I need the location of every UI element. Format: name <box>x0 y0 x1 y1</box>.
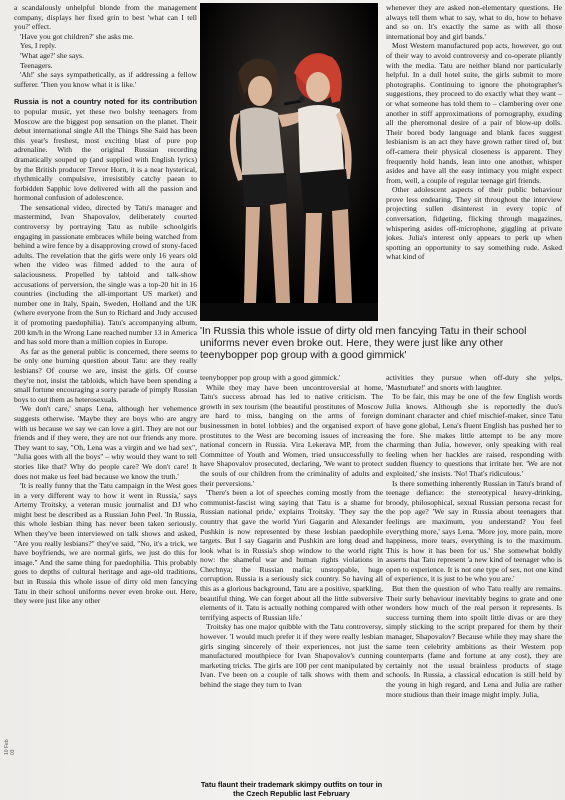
paragraph: But then the question of who Tatu really are remains. Their surly behaviour inevitably begins to grate and one wonders how much of the real person it represents. Is success turning them into spoilt little divas or are they simply sticking to the script prepared for them by their manager, Shapovalov? Because while they may share the same teen celebrity ambitions as their Western pop counterparts (fame and fortune at any cost), they are certainly not the usual brainless products of stage schools. In Russia, a classical education is still held by the young in high regard, and Lena and Julia are rather more studious than their image might imply. Julia, <box>386 584 562 699</box>
article-column-1 <box>14 3 197 793</box>
paragraph: 'What age?' she says. <box>20 50 84 60</box>
paragraph: 'We don't care,' snaps Lena, although her vehemence suggests otherwise. 'Maybe they are boys who are angry with us because we say we can love a girl. They are not our friends and if they were, they are not our friends any more. They want to say, "Oh, Lena was a virgin and we had sex", "Julia goes with all the boys" – why would they want to tell stories like that? Why do people care? We don't care! It does not make us feel bad because we know the truth.' <box>14 404 197 481</box>
pull-quote: 'In Russia this whole issue of dirty old men fancying Tatu in their school uniforms never even broke out. Here, they were just like any other teenybopper pop group with a good gimmick' <box>200 326 527 361</box>
paragraph: Is there something inherently Russian in Tatu's brand of teenage defiance: the stereotypical heavy-drinking, broody, philosophical, sexual Russian persona recast for the pop age? 'We say in Russia about teenagers that feelings are maximum, you understand? You feel everything more,' says Lena. 'More joy, more pain, more happiness, more tears, everything is to the maximum. This is how it has been for us.' She somewhat boldly asserts that Tatu represent 'a new kind of teenager who is open to experience. It is not one type of sex, not one kind of experience, it is just to be who you are.' <box>386 478 562 584</box>
article-column-3-top <box>386 3 562 323</box>
paragraph: Yes, I reply. <box>20 41 57 51</box>
paragraph: 'Ah!' she says sympathetically, as if addressing a fellow sufferer. 'Then you know what it is like.' <box>14 70 197 89</box>
concert-photo-illustration <box>200 3 378 321</box>
paragraph: As far as the general public is concerned, there seems to be only one burning question about Tatu: are they really lesbians? Of course we are, insist the girls. Of course they're not, insist the tabloids, which have been spending a small fortune encouraging a sorry parade of pimply Russian boys to out them as heterosexuals. <box>14 346 197 404</box>
paragraph: Most Western manufactured pop acts, however, go out of their way to avoid controversy and co-operate pliantly with the media. Tatu are neither bland nor particularly helpful. In a dull hotel suite, the girls submit to more photographs. Continuing to ignore the photographer's suggestions, they proceed to do exactly what they want – or what someone has told them to – clambering over one another in stiff approximations of pornography, exuding all the pheromonal desire of a pair of blow-up dolls. Their bored body language and blank faces suggest lesbianism is an act they have grown rather tired of, but off-camera their physical closeness is apparent. They frequently hold hands, lean into one another, whisper asides and have all the easy intimacy you might expect from, well, a couple of regular teenage girl friends. <box>386 41 562 185</box>
article-column-2 <box>200 373 383 778</box>
concert-photo <box>200 3 378 321</box>
paragraph: Other adolescent aspects of their public behaviour prove less endearing. They sit throughout the interview projecting sullen disinterest in every topic of conversation, fidgeting, flicking through magazines, whispering asides off-microphone, giggling at private jokes. Julia's interest only appears to perk up when spotting an opportunity to say something rude. Asked what kind of <box>386 185 562 262</box>
section-lead-in: Russia is not a country noted for its contribution <box>14 97 197 107</box>
paragraph: whenever they are asked non-elementary questions. He always tell them what to say, what to do, how to behave and so on. It's exactly the same as with all those international boy and girl bands.' <box>386 3 562 41</box>
article-column-3-bottom <box>386 373 562 793</box>
paragraph: Teenagers. <box>20 60 53 70</box>
paragraph: 'Have you got children?' she asks me. <box>20 31 134 41</box>
page-folio: 10 Feb 03 <box>4 739 16 755</box>
paragraph: The sensational video, directed by Tatu's manager and mastermind, Ivan Shapovalov, deliberately courted controversy by portraying Tatu as nubile schoolgirls engaging in passionate embraces while being watched from behind a wire fence by a disapproving crowd of stony-faced adults. The revelation that the girls were only 16 years old when the video was filmed added to the aura of salaciousness. Propelled by tabloid and talk-show accusations of perversion, the single was a top-20 hit in 16 countries (including the all-important US market) and number one in Italy, Spain, Sweden, Holland and the UK (where everyone from the Sun to Richard and Judy accused it of promoting paedophilia). Tatu's accompanying album, 200 km/h in the Wrong Lane reached number 13 in America and has sold more than a million copies in Europe. <box>14 202 197 347</box>
paragraph: To be fair, this may be one of the few English words Julia knows. Although she is reportedly the duo's dominant character and chief mischief-maker, since Tatu have gone global, Lena's fluent English has pushed her to the fore. She makes little attempt to be any more charming than Julia, however, only speaking with real feeling when her hackles are raised, responding with sudden fluency to questions that irritate her. 'We are not exploited,' she insists. 'No! That's ridiculous.' <box>386 392 562 478</box>
paragraph: 'It is really funny that the Tatu campaign in the West goes in a very different way to how it went in Russia,' says Artemy Troitsky, a veteran music journalist and DJ who might best be described as a Russian John Peel. 'In Russia, this whole lesbian thing has never been taken seriously. When they've been interviewed on talk shows and asked, "Are you really lesbians?" they've said, "No, it's a trick, we have boyfriends, we are normal girls, we just do this for image." And the same thing for paedophilia. This probably goes to depths of cultural heritage and age-old traditions, but in Russia this whole issue of dirty old men fancying Tatu in their school uniforms never even broke out. Here, they were just like any other <box>14 481 197 606</box>
paragraph: activities they pursue when off-duty she yelps, 'Masturbate!' and snorts with laughter. <box>386 373 562 392</box>
paragraph: While they may have been uncontroversial at home, Tatu's success abroad has led to native criticism. The growth in sex tourism (the beautiful prostitutes of Moscow are hard to miss, hanging on the arms of foreign businessmen in hotel lobbies) and the organised export of prostitutes to the West are becoming issues of increasing national concern in Russia. Vira Lekerava MP, from the Committee of Youth and Women, tried unsuccessfully to have Shapovalov prosecuted, declaring, 'We want to protect the souls of our children from the criminality of adults and their perversions.' <box>200 382 383 488</box>
paragraph: 'There's been a lot of speeches coming mostly from the communist-fascist wing saying that Tatu is a shame for Russian national pride,' explains Troitsky. 'They say the country that gave the world Yuri Gagarin and Alexander Pushkin is now represented by these lesbian paedophile targets. But I say Gagarin and Pushkin are long dead and look what is in Russia's shop window to the world right now: the shameful war and human rights violations in Chechnya; the Russian mafia; unstoppable, huge corruption. Russia is a seriously sick country. So having all this as a glorious background, Tatu are a positive, sparkling, beautiful thing. We can forget about all the little subversive elements of it. Tatu is actually nothing compared with other terrifying aspects of Russian life.' <box>200 488 383 622</box>
section-paragraph <box>14 97 197 203</box>
paragraph: a scandalously unhelpful blonde from the management company, displays her fixed grin to best 'what can I tell you?' effect. <box>14 3 197 32</box>
photo-caption: Tatu flaunt their trademark skimpy outfits on tour in the Czech Republic last February <box>200 780 383 798</box>
paragraph: Troitsky has one major quibble with the Tatu controversy, however. 'I would much prefer it if they were really lesbian girls singing sincerely of their experiences, not just the manufactured mouthpiece for Ivan Shapovalov's cunning marketing tricks. The girls are 100 per cent manipulated by Ivan. I've been on a couple of talk shows with them and behind the stage they turn to Ivan <box>200 622 383 689</box>
section-lead-text: to popular music, yet these two bolshy teenagers from Moscow are the biggest pop sensation on the planet. Their debut international single All the Things She Said has been this year's freshest, most exciting blast of pure pop adrenaline. With the original Russian recording dramatically souped up (and supplied with English lyrics) by the British producer Trevor Horn, it is a near hysterical, rhythmically compulsive, irresistibly catchy paean to forbidden Sapphic love delivered with all the passion and hormonal confusion of adolescence. <box>14 106 197 203</box>
paragraph: teenybopper pop group with a good gimmick.' <box>200 373 341 382</box>
